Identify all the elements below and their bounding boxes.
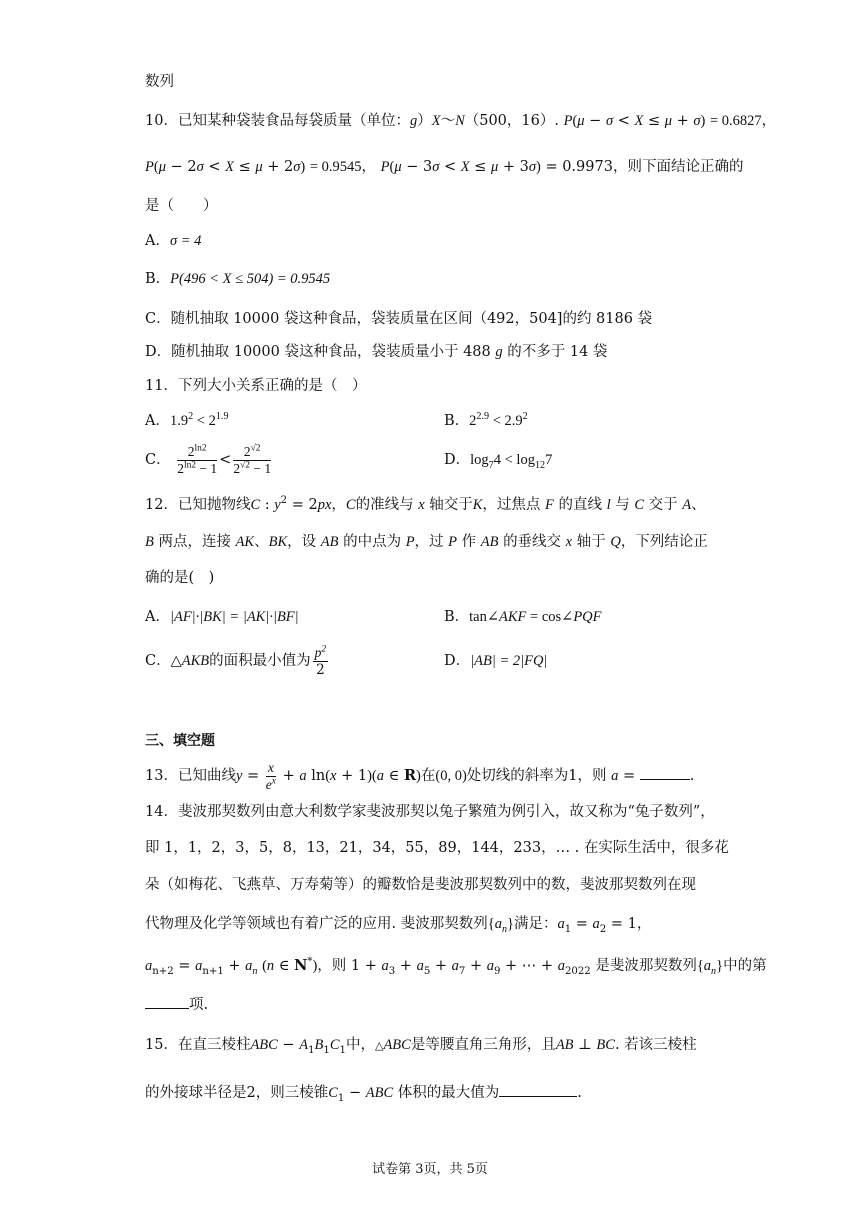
q11-option-d: D．$\log_74 < \log_{12}7$ — [444, 452, 553, 471]
q15-blank[interactable] — [499, 1082, 577, 1097]
q14-line3: 朵（如梅花、飞燕草、万寿菊等）的瓣数恰是斐波那契数列中的数，斐波那契数列在现 — [145, 877, 696, 893]
q12-line2: B 两点，连接 AK、BK，设 AB 的中点为 P，过 P 作 AB 的垂线交 x 轴于 Q，下列结论正 — [145, 534, 708, 550]
q14-blank[interactable] — [145, 994, 189, 1009]
q12-line3: 确的是( ) — [145, 570, 215, 586]
q10-text-b: ） — [417, 113, 432, 129]
q11-d-label: D． — [444, 452, 471, 468]
q11-option-a: A．$1.9^2 < 2^{1.9}$ — [145, 411, 229, 429]
q11-a-label: A． — [145, 413, 170, 429]
q14-line6: 项. — [145, 994, 208, 1015]
q13-line: 13．已知曲线y = $\frac{x}{e^x}$ + a ln(x + 1)(a ∈ R)在(0, 0)处切线的斜率为1，则 a = . — [145, 759, 695, 792]
q14-line2: 即 1，1，2，3，5，8，13，21，34，55，89，144，233，… . 在实际生活中，很多花 — [145, 840, 729, 856]
q12-option-d: D．|AB| = 2|FQ| — [444, 653, 548, 669]
q10-option-b-label: B． — [145, 271, 171, 287]
q11-b-label: B． — [444, 413, 470, 429]
q11-option-c: C． $\frac{2^{ln2}}{2^{ln2} - 1}$ < $\frac{2^{√2}}{2^{√2} - 1}$ — [145, 443, 272, 476]
q11-c-frac2: $\frac{2^{√2}}{2^{√2} - 1}$ — [233, 443, 272, 476]
q10-line2: P(μ − 2σ < X ≤ μ + 2σ) = 0.9545， P(μ − 3σ < X ≤ μ + 3σ) = 0.9973，则下面结论正确的 — [145, 159, 744, 175]
q10-unit-g: g — [409, 113, 418, 129]
q10-option-b — [145, 269, 330, 289]
q10-var-x: X — [431, 113, 441, 129]
q10-prob1-value: = 0.6827， — [709, 113, 777, 129]
q12-option-c: C．△AKB的面积最小值为 $\frac{p^2}{2}$ — [145, 644, 327, 678]
q12-c-frac: $\frac{p^2}{2}$ — [314, 644, 327, 678]
q10-text-c: （500，16）. — [464, 113, 559, 129]
q10-prob1: P — [563, 113, 573, 129]
q15-line1: 15．在直三棱柱ABC − $A_1B_1C_1$中，△ABC是等腰直角三角形，且AB ⊥ BC. 若该三棱柱 — [145, 1037, 697, 1056]
q12-line1: 12．已知抛物线C : $y^2 = 2px$，C的准线与 x 轴交于K，过焦点 F 的直线 l 与 C 交于 A、 — [145, 495, 706, 513]
q13-blank[interactable] — [640, 765, 690, 780]
q10-option-c: C．随机抽取 10000 袋这种食品，袋装质量在区间（492，504]的约 8186 袋 — [145, 311, 653, 327]
q11-c-frac1: $\frac{2^{ln2}}{2^{ln2} - 1}$ — [177, 443, 218, 476]
q12-option-b: B．tan∠AKF = cos∠PQF — [444, 609, 602, 625]
q14-line5: $a_{n+2} = a_{n+1} + a_n$ (n ∈ N*)，则 $1 + a_3 + a_5 + a_7 + a_9$ + ⋯ + $a_{2022}$ 是斐波那契数列$\{a_n\}$中的第 — [145, 956, 767, 977]
q10-prob2-value: = 0.9545， — [309, 159, 377, 175]
q10-option-d-a: D．随机抽取 10000 袋这种食品，袋装质量小于 488 — [145, 344, 491, 360]
q14-line1: 14．斐波那契数列由意大利数学家斐波那契以兔子繁殖为例引入，故又称为“兔子数列”， — [145, 804, 715, 820]
q10-option-b-value: P(496 < X ≤ 504) = 0.9545 — [170, 271, 331, 287]
q13-frac: $\frac{x}{e^x}$ — [265, 759, 276, 792]
q10-option-a-label: A． — [145, 233, 170, 249]
q10-option-d-b: 的不多于 14 袋 — [507, 344, 608, 360]
q10-stem-end: 是（ ） — [145, 198, 218, 214]
top-word: 数列 — [145, 74, 174, 90]
q10-option-a — [145, 231, 201, 251]
q10-prob3-value: = 0.9973，则下面结论正确的 — [545, 159, 744, 175]
q10-option-d: D．随机抽取 10000 袋这种食品，袋装质量小于 488 g 的不多于 14 袋 — [145, 344, 608, 360]
q10-option-a-value: σ = 4 — [169, 233, 202, 249]
q15-line2: 的外接球半径是2，则三棱锥$C_1$ − ABC 体积的最大值为 . — [145, 1082, 582, 1103]
page-footer: 试卷第 3页，共 5页 — [372, 1162, 488, 1177]
q10-line1: 10．已知某种袋装食品每袋质量（单位：g）X～N（500，16）. P(μ − σ < X ≤ μ + σ) = 0.6827， — [145, 113, 777, 129]
section-title: 三、填空题 — [145, 733, 215, 749]
q12-option-a: A．|AF|·|BK| = |AK|·|BF| — [145, 609, 299, 625]
q11-option-b: B．$2^{2.9} < 2.9^2$ — [444, 411, 528, 429]
q14-line4: 代物理及化学等领域也有着广泛的应用. 斐波那契数列$\{a_n\}$满足：$a_1 = a_2 = 1$， — [145, 916, 652, 935]
q10-text-a: 10．已知某种袋装食品每袋质量（单位： — [145, 113, 410, 129]
q11-c-label: C． — [145, 452, 171, 468]
q11-stem: 11．下列大小关系正确的是（ ） — [145, 378, 367, 394]
